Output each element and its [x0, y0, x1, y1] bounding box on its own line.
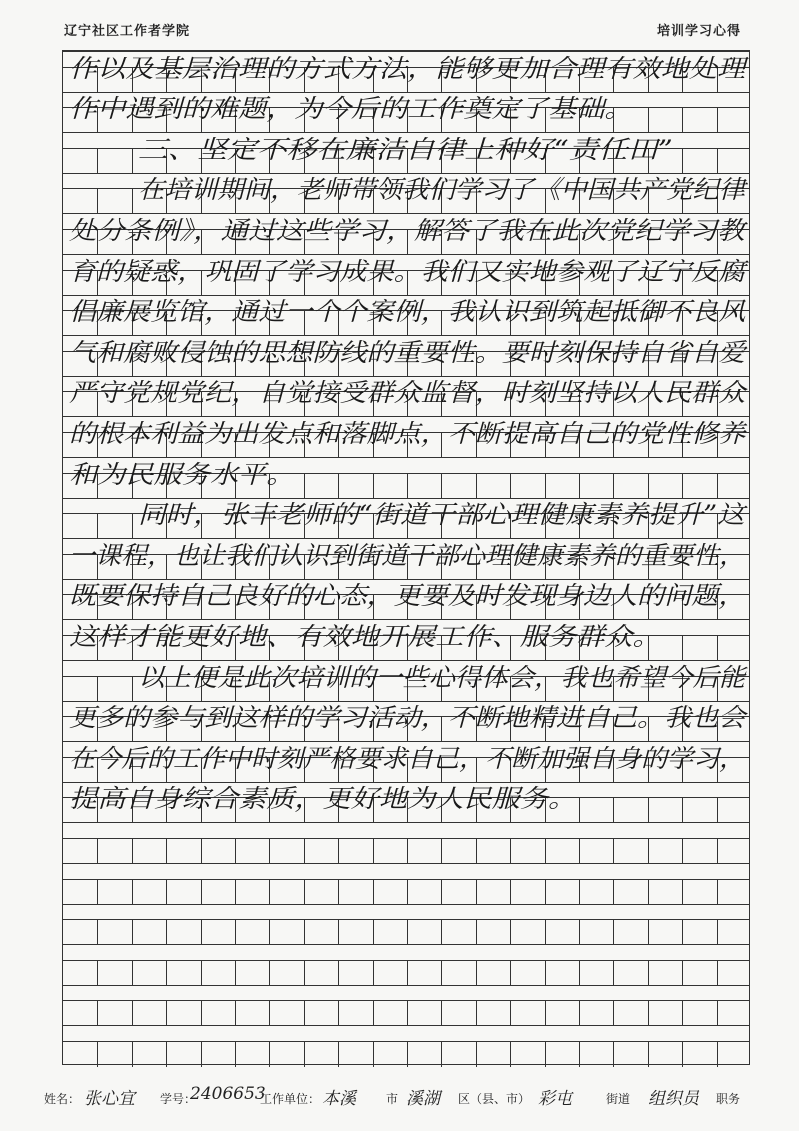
grid-cell-divider — [132, 188, 133, 214]
position-label: 职务 — [716, 1092, 741, 1106]
signature-footer — [40, 1082, 770, 1112]
grid-cell-divider — [682, 1000, 683, 1026]
grid-cell-divider — [717, 635, 718, 661]
essay-text-line: 育的疑惑，巩固了学习成果。我们又实地参观了辽宁反腐 — [69, 256, 746, 286]
city-label: 市 — [386, 1092, 399, 1106]
grid-cell-divider — [648, 838, 649, 864]
grid-cell-divider — [373, 919, 374, 945]
grid-cell-divider — [235, 919, 236, 945]
grid-cell-divider — [476, 879, 477, 905]
grid-cell-divider — [338, 960, 339, 986]
grid-cell-divider — [579, 473, 580, 499]
grid-cell-divider — [441, 473, 442, 499]
grid-cell-divider — [97, 676, 98, 702]
grid-cell-divider — [613, 919, 614, 945]
grid-cell-divider — [717, 797, 718, 823]
grid-cell-divider — [717, 879, 718, 905]
grid-cell-divider — [132, 960, 133, 986]
grid-band-top — [63, 1000, 749, 1001]
grid-cell-divider — [510, 838, 511, 864]
grid-cell-divider — [476, 1041, 477, 1067]
grid-cell-divider — [717, 1041, 718, 1067]
grid-cell-divider — [682, 473, 683, 499]
grid-band-top — [63, 960, 749, 961]
grid-cell-divider — [545, 838, 546, 864]
grid-cell-divider — [682, 797, 683, 823]
grid-cell-divider — [545, 879, 546, 905]
grid-cell-divider — [407, 838, 408, 864]
grid-cell-divider — [166, 960, 167, 986]
grid-band-top — [63, 879, 749, 880]
grid-cell-divider — [510, 1041, 511, 1067]
grid-cell-divider — [166, 838, 167, 864]
grid-cell-divider — [304, 879, 305, 905]
grid-cell-divider — [476, 473, 477, 499]
grid-cell-divider — [304, 919, 305, 945]
grid-cell-divider — [132, 1000, 133, 1026]
grid-cell-divider — [269, 879, 270, 905]
grid-cell-divider — [648, 1041, 649, 1067]
grid-cell-divider — [269, 960, 270, 986]
grid-cell-divider — [613, 879, 614, 905]
grid-cell-divider — [441, 960, 442, 986]
grid-cell-divider — [476, 1000, 477, 1026]
grid-cell-divider — [441, 919, 442, 945]
grid-cell-divider — [338, 838, 339, 864]
essay-text-line: 这样才能更好地、有效地开展工作、服务群众。 — [69, 622, 661, 651]
grid-cell-divider — [682, 1041, 683, 1067]
grid-cell-divider — [304, 1000, 305, 1026]
grid-cell-divider — [579, 919, 580, 945]
city-value: 本溪 — [322, 1089, 356, 1109]
grid-cell-divider — [476, 838, 477, 864]
grid-cell-divider — [132, 513, 133, 539]
district-label: 区（县、市） — [458, 1092, 531, 1106]
grid-cell-divider — [682, 919, 683, 945]
grid-cell-divider — [235, 1041, 236, 1067]
grid-cell-divider — [407, 1041, 408, 1067]
grid-cell-divider — [441, 838, 442, 864]
essay-text-line: 作中遇到的难题，为今后的工作奠定了基础。 — [69, 94, 633, 124]
grid-cell-divider — [717, 960, 718, 986]
grid-cell-divider — [269, 1041, 270, 1067]
grid-cell-divider — [201, 838, 202, 864]
district-value: 溪湖 — [406, 1089, 440, 1109]
grid-cell-divider — [579, 960, 580, 986]
grid-cell-divider — [166, 1000, 167, 1026]
essay-text-line: 一课程，也让我们认识到街道干部心理健康素养的重要性， — [69, 540, 746, 570]
grid-cell-divider — [579, 797, 580, 823]
grid-cell-divider — [579, 838, 580, 864]
grid-cell-divider — [304, 473, 305, 499]
grid-cell-divider — [166, 879, 167, 905]
grid-cell-divider — [545, 1041, 546, 1067]
grid-row — [63, 985, 749, 1026]
essay-text-line: 在今后的工作中时刻严格要求自己，不断加强自身的学习， — [69, 743, 746, 773]
grid-cell-divider — [545, 473, 546, 499]
grid-cell-divider — [338, 879, 339, 905]
grid-cell-divider — [373, 838, 374, 864]
essay-text-line: 倡廉展览馆，通过一个个案例，我认识到筑起抵御不良风 — [69, 297, 746, 327]
grid-cell-divider — [613, 838, 614, 864]
grid-cell-divider — [97, 960, 98, 986]
grid-cell-divider — [682, 879, 683, 905]
grid-cell-divider — [407, 919, 408, 945]
grid-cell-divider — [510, 960, 511, 986]
grid-cell-divider — [97, 919, 98, 945]
grid-cell-divider — [682, 838, 683, 864]
essay-text-line: 既要保持自己良好的心态，更要及时发现身边人的问题， — [69, 581, 746, 611]
essay-text-line: 和为民服务水平。 — [69, 459, 295, 489]
essay-text-line: 的根本利益为出发点和落脚点，不断提高自己的党性修养 — [69, 419, 746, 448]
grid-cell-divider — [441, 1000, 442, 1026]
grid-cell-divider — [132, 919, 133, 945]
grid-cell-divider — [235, 879, 236, 905]
grid-cell-divider — [510, 473, 511, 499]
name-label: 姓名： — [44, 1092, 81, 1106]
grid-cell-divider — [613, 473, 614, 499]
grid-cell-divider — [201, 879, 202, 905]
grid-cell-divider — [545, 960, 546, 986]
grid-cell-divider — [648, 960, 649, 986]
essay-text-line: 处分条例》，通过这些学习，解答了我在此次党纪学习教 — [69, 216, 745, 245]
grid-cell-divider — [373, 473, 374, 499]
grid-cell-divider — [476, 960, 477, 986]
grid-cell-divider — [407, 1000, 408, 1026]
grid-cell-divider — [682, 107, 683, 133]
grid-cell-divider — [717, 1000, 718, 1026]
grid-cell-divider — [613, 960, 614, 986]
grid-cell-divider — [269, 838, 270, 864]
grid-row — [63, 1025, 749, 1066]
grid-cell-divider — [648, 107, 649, 133]
grid-row — [63, 863, 749, 904]
grid-cell-divider — [166, 1041, 167, 1067]
grid-cell-divider — [545, 919, 546, 945]
grid-cell-divider — [579, 1000, 580, 1026]
grid-cell-divider — [235, 1000, 236, 1026]
grid-cell-divider — [510, 919, 511, 945]
grid-cell-divider — [613, 797, 614, 823]
grid-cell-divider — [132, 879, 133, 905]
name-value: 张心宜 — [84, 1089, 135, 1109]
grid-cell-divider — [648, 473, 649, 499]
essay-text-line: 提高自身综合素质，更好地为人民服务。 — [69, 784, 577, 814]
grid-cell-divider — [373, 960, 374, 986]
essay-text-line: 更多的参与到这样的学习活动，不断地精进自己。我也会 — [69, 703, 746, 733]
grid-cell-divider — [682, 635, 683, 661]
grid-cell-divider — [201, 960, 202, 986]
grid-cell-divider — [407, 473, 408, 499]
grid-cell-divider — [682, 960, 683, 986]
essay-text-line: 严守党规党纪，自觉接受群众监督，时刻坚持以人民群众 — [69, 378, 746, 408]
grid-cell-divider — [269, 919, 270, 945]
document-header-title: 培训学习心得 — [656, 24, 741, 39]
work-unit-label: 工作单位： — [260, 1092, 321, 1106]
grid-cell-divider — [97, 148, 98, 174]
grid-row — [63, 944, 749, 985]
grid-cell-divider — [407, 879, 408, 905]
grid-cell-divider — [648, 919, 649, 945]
grid-cell-divider — [132, 1041, 133, 1067]
grid-cell-divider — [579, 1041, 580, 1067]
student-id-value: 2406653 — [190, 1084, 266, 1104]
grid-cell-divider — [717, 107, 718, 133]
grid-cell-divider — [338, 1041, 339, 1067]
grid-cell-divider — [338, 919, 339, 945]
essay-text-line: 气和腐败侵蚀的思想防线的重要性。要时刻保持自省自爱 — [69, 337, 746, 367]
grid-cell-divider — [235, 838, 236, 864]
grid-cell-divider — [407, 960, 408, 986]
grid-row — [63, 904, 749, 945]
grid-cell-divider — [304, 1041, 305, 1067]
grid-cell-divider — [132, 148, 133, 174]
writing-grid — [62, 50, 750, 1065]
street-value: 彩屯 — [538, 1089, 572, 1109]
essay-text-line: 在培训期间，老师带领我们学习了《中国共产党纪律 — [137, 175, 746, 205]
grid-cell-divider — [510, 879, 511, 905]
street-label: 街道 — [606, 1092, 631, 1106]
grid-cell-divider — [717, 919, 718, 945]
grid-cell-divider — [201, 1000, 202, 1026]
grid-cell-divider — [235, 960, 236, 986]
grid-band-top — [63, 838, 749, 839]
grid-cell-divider — [476, 919, 477, 945]
grid-cell-divider — [166, 919, 167, 945]
position-value: 组织员 — [648, 1089, 699, 1109]
grid-cell-divider — [579, 879, 580, 905]
essay-text-line: 以上便是此次培训的一些心得体会，我也希望今后能 — [137, 662, 746, 692]
essay-text-line: 三、坚定不移在廉洁自律上种好“责任田” — [137, 134, 673, 164]
grid-cell-divider — [648, 797, 649, 823]
grid-cell-divider — [717, 148, 718, 174]
grid-cell-divider — [682, 148, 683, 174]
grid-cell-divider — [613, 1041, 614, 1067]
grid-cell-divider — [648, 879, 649, 905]
grid-cell-divider — [97, 838, 98, 864]
grid-cell-divider — [201, 1041, 202, 1067]
grid-cell-divider — [441, 1041, 442, 1067]
grid-cell-divider — [717, 838, 718, 864]
grid-cell-divider — [373, 1041, 374, 1067]
grid-cell-divider — [132, 838, 133, 864]
grid-cell-divider — [97, 188, 98, 214]
grid-cell-divider — [97, 1000, 98, 1026]
grid-band-top — [63, 919, 749, 920]
grid-cell-divider — [545, 1000, 546, 1026]
grid-cell-divider — [97, 513, 98, 539]
grid-cell-divider — [613, 1000, 614, 1026]
grid-cell-divider — [373, 879, 374, 905]
student-id-label: 学号： — [160, 1092, 197, 1106]
grid-cell-divider — [373, 1000, 374, 1026]
grid-cell-divider — [717, 473, 718, 499]
grid-cell-divider — [269, 1000, 270, 1026]
grid-band-top — [63, 1041, 749, 1042]
grid-cell-divider — [338, 1000, 339, 1026]
grid-cell-divider — [304, 960, 305, 986]
grid-cell-divider — [441, 879, 442, 905]
grid-cell-divider — [97, 1041, 98, 1067]
grid-cell-divider — [338, 473, 339, 499]
grid-cell-divider — [132, 676, 133, 702]
grid-cell-divider — [304, 838, 305, 864]
essay-text-line: 作以及基层治理的方式方法，能够更加合理有效地处理 — [69, 53, 746, 83]
grid-row — [63, 822, 749, 863]
grid-cell-divider — [201, 919, 202, 945]
document-header-institution: 辽宁社区工作者学院 — [64, 24, 191, 39]
essay-text-line: 同时，张丰老师的“街道干部心理健康素养提升”这 — [137, 500, 745, 530]
grid-cell-divider — [97, 879, 98, 905]
grid-cell-divider — [510, 1000, 511, 1026]
grid-cell-divider — [648, 1000, 649, 1026]
